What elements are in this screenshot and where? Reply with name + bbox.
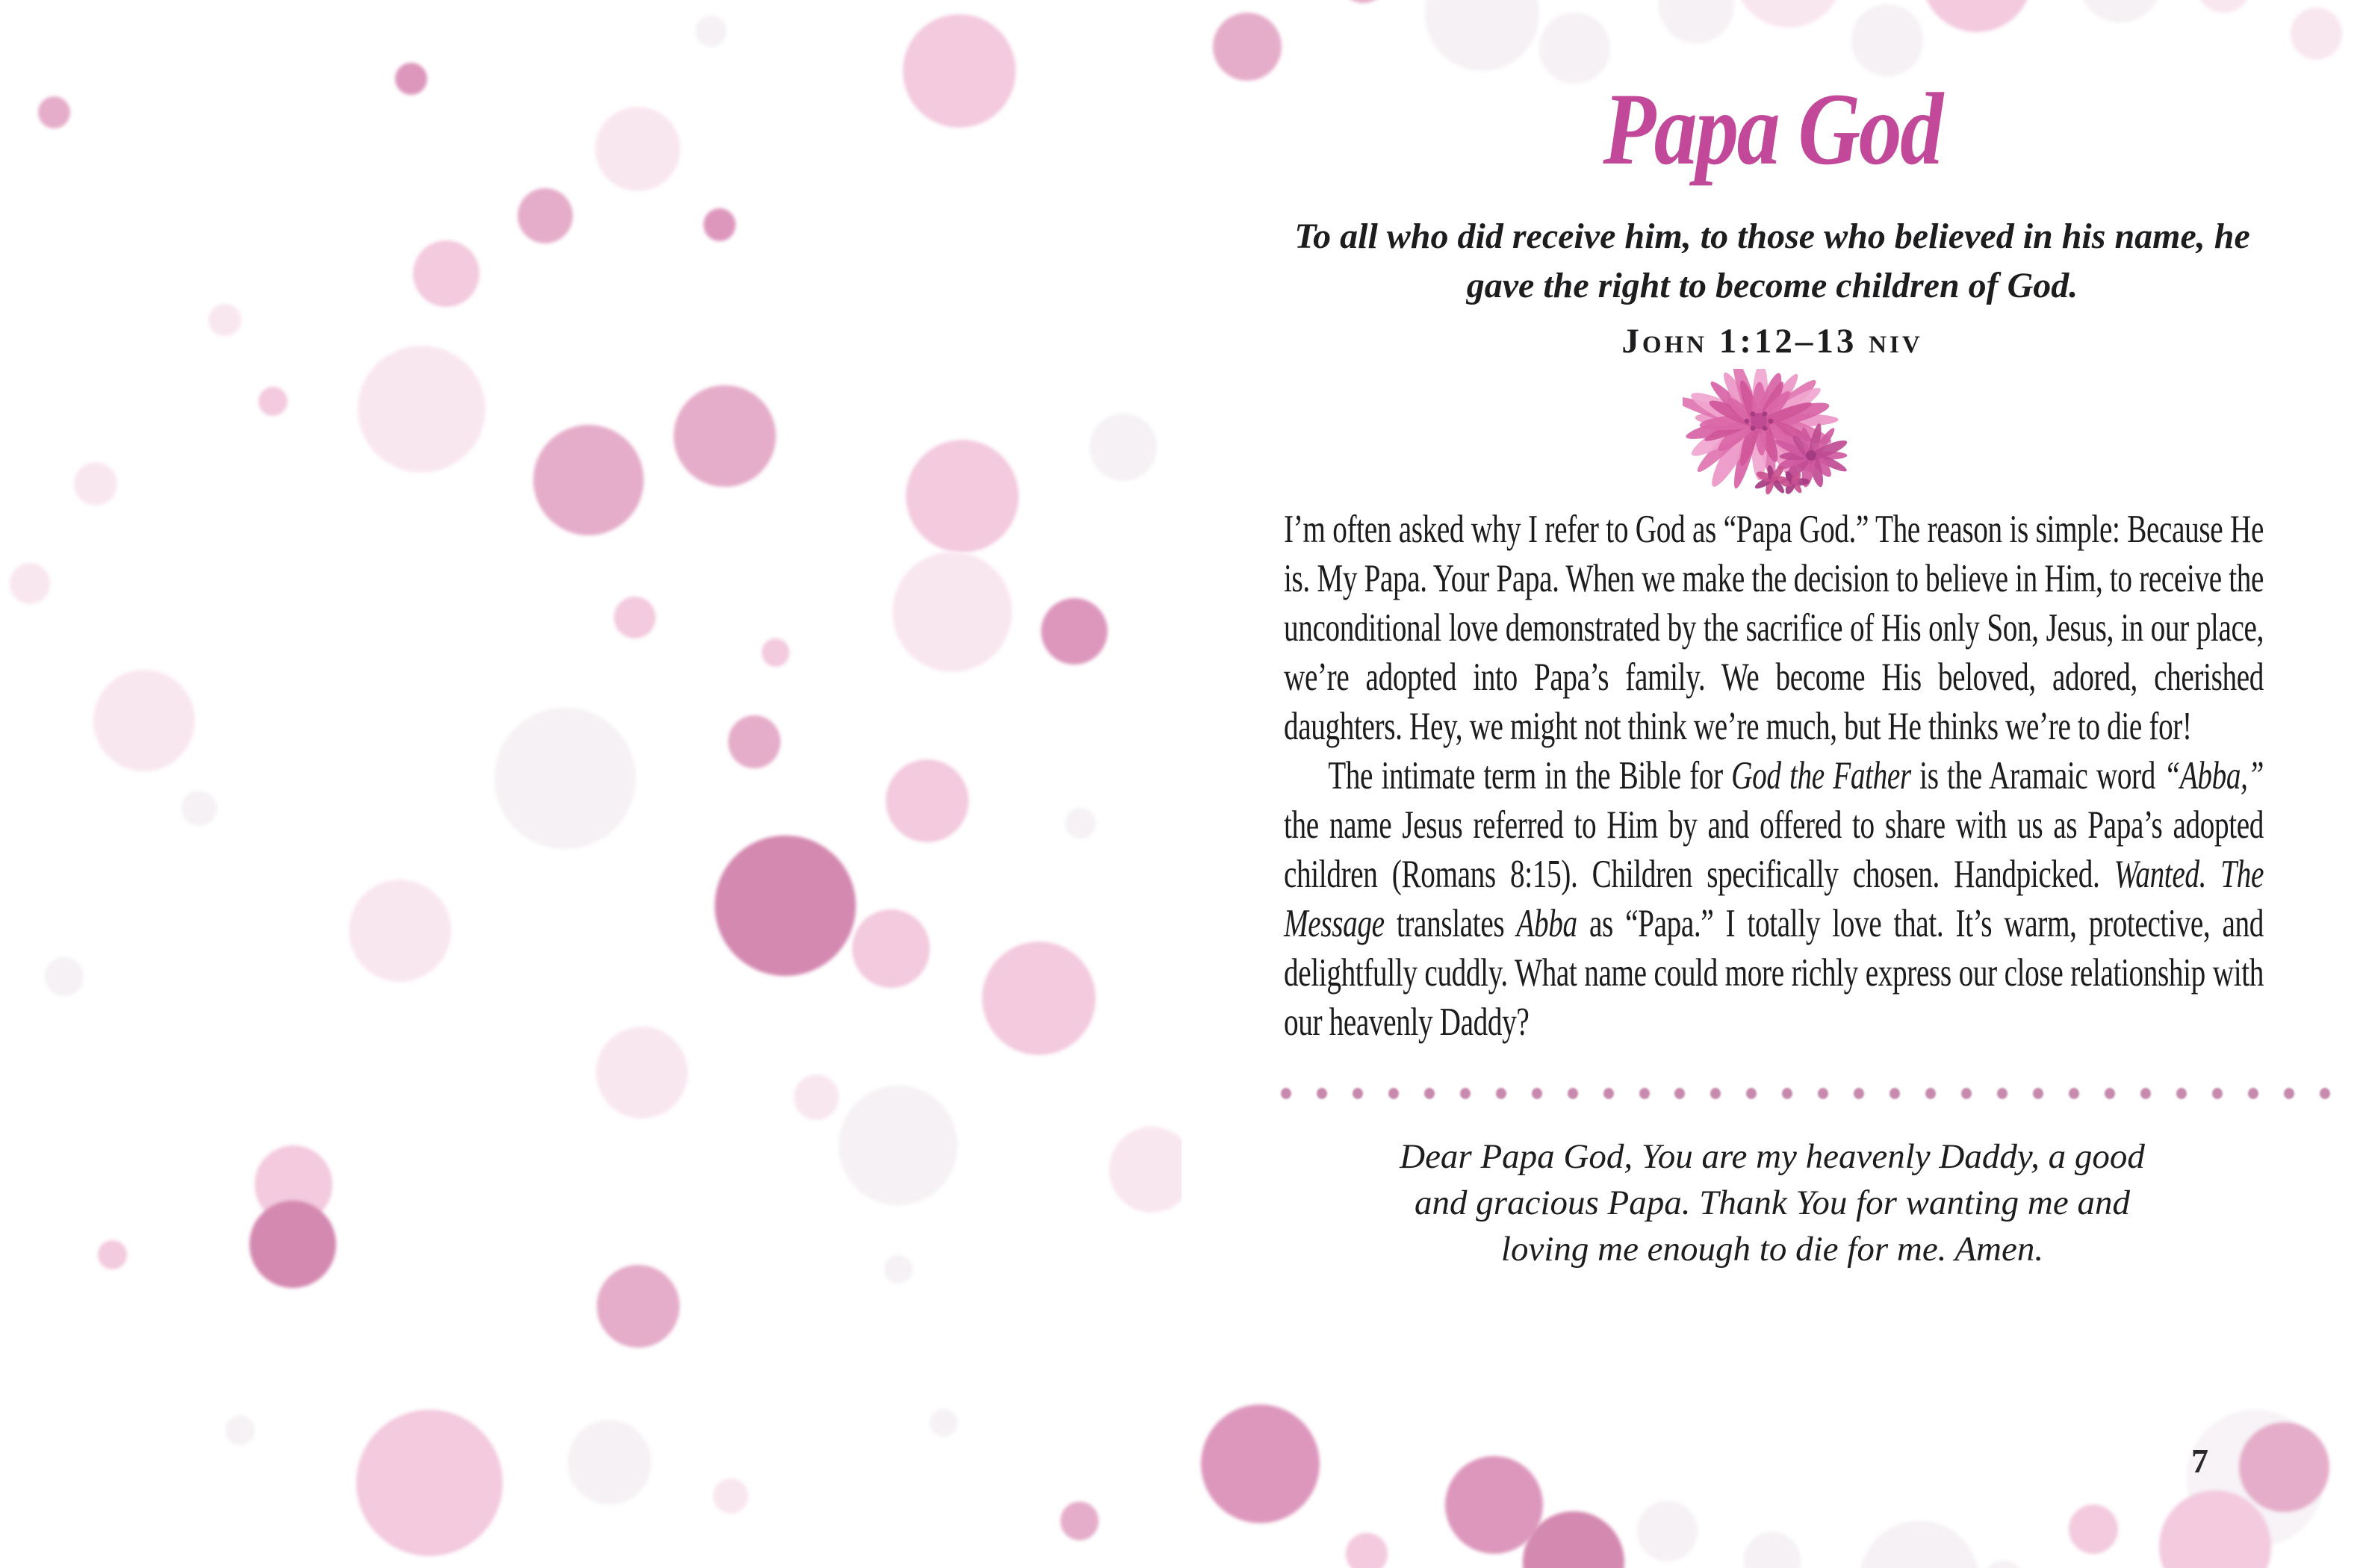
body-text-block — [1284, 505, 2264, 1047]
body-paragraph-2 — [1284, 751, 2264, 1047]
body-paragraph-2-segment: as “Papa.” I totally love that. It’s warm, protective, and delightfully cuddly. What name could more richly express our close relationship with our heavenly Daddy? — [1284, 902, 2264, 1044]
divider-dot — [1532, 1088, 1542, 1099]
divider-dot — [1854, 1088, 1864, 1099]
body-paragraph-2-segment: is the Aramaic word — [1910, 754, 2164, 797]
divider-dot — [2105, 1088, 2115, 1099]
divider-dot — [1388, 1088, 1399, 1099]
flower-icon — [1683, 369, 1862, 496]
chapter-title: Papa God — [1603, 72, 1942, 186]
body-paragraph-2-italic: “Abba,” — [2164, 754, 2264, 797]
divider-dot — [2176, 1088, 2187, 1099]
divider-dot — [2248, 1088, 2258, 1099]
body-paragraph-2-segment: The intimate term in the Bible for — [1328, 754, 1732, 797]
divider-dot — [2033, 1088, 2043, 1099]
divider-dot — [2320, 1088, 2330, 1099]
divider-dot — [1603, 1088, 1614, 1099]
right-page — [1182, 0, 2363, 1568]
divider-dot — [1639, 1088, 1650, 1099]
flower-ornament — [1683, 369, 1862, 496]
divider-dot — [1281, 1088, 1291, 1099]
body-paragraph-2-italic: God the Father — [1731, 754, 1911, 797]
divider-dot — [1925, 1088, 1936, 1099]
body-paragraph-2-segment: translates — [1384, 902, 1517, 945]
divider-dot — [1710, 1088, 1721, 1099]
divider-dot — [2284, 1088, 2294, 1099]
divider-dot — [2212, 1088, 2223, 1099]
page-number-value: 7 — [2191, 1442, 2208, 1480]
scripture-reference: John 1:12–13 niv — [1621, 322, 1923, 361]
body-paragraph-2-segment: the name Jesus referred to Him by and offered to share with us as Papa’s adopted children (Romans 8:15). Children specifically chosen. Handpicked. — [1284, 803, 2264, 896]
divider-dot — [1496, 1088, 1506, 1099]
divider-dot — [1961, 1088, 1972, 1099]
body-paragraph-2-italic: Abba — [1516, 902, 1577, 945]
divider-dot — [2140, 1088, 2151, 1099]
divider-dot — [1460, 1088, 1471, 1099]
divider-dot — [1746, 1088, 1757, 1099]
divider-dot — [1568, 1088, 1578, 1099]
scripture-verse: To all who did receive him, to those who believed in his name, he gave the right to become children of God. — [1294, 217, 2250, 305]
divider-dot — [1424, 1088, 1435, 1099]
divider-dot — [1674, 1088, 1685, 1099]
body-paragraph-1: I’m often asked why I refer to God as “Papa God.” The reason is simple: Because He is. My Papa. Your Papa. When we make the decision to believe in Him, to receive the unconditional love demonstrated by the sacrifice of His only Son, Jesus, in our place, we’re adopted into Papa’s family. We become His beloved, adored, cherished daughters. Hey, we might not think we’re much, but He thinks we’re to die for! — [1284, 508, 2264, 748]
divider-dot — [1317, 1088, 1327, 1099]
divider-dot — [1890, 1088, 1900, 1099]
divider-dot — [1997, 1088, 2008, 1099]
divider-dot — [1818, 1088, 1828, 1099]
prayer-text: Dear Papa God, You are my heavenly Daddy, a good and gracious Papa. Thank You for wanting me and loving me enough to die for me. Amen. — [1400, 1137, 2145, 1269]
body-paragraph-2-italic: Wanted. The Message — [1284, 853, 2264, 945]
page-number — [2191, 1441, 2281, 1501]
dotted-divider — [1281, 1087, 2330, 1099]
divider-dot — [1353, 1088, 1363, 1099]
page-content — [1182, 0, 2363, 1568]
divider-dot — [2069, 1088, 2079, 1099]
divider-dot — [1782, 1088, 1792, 1099]
